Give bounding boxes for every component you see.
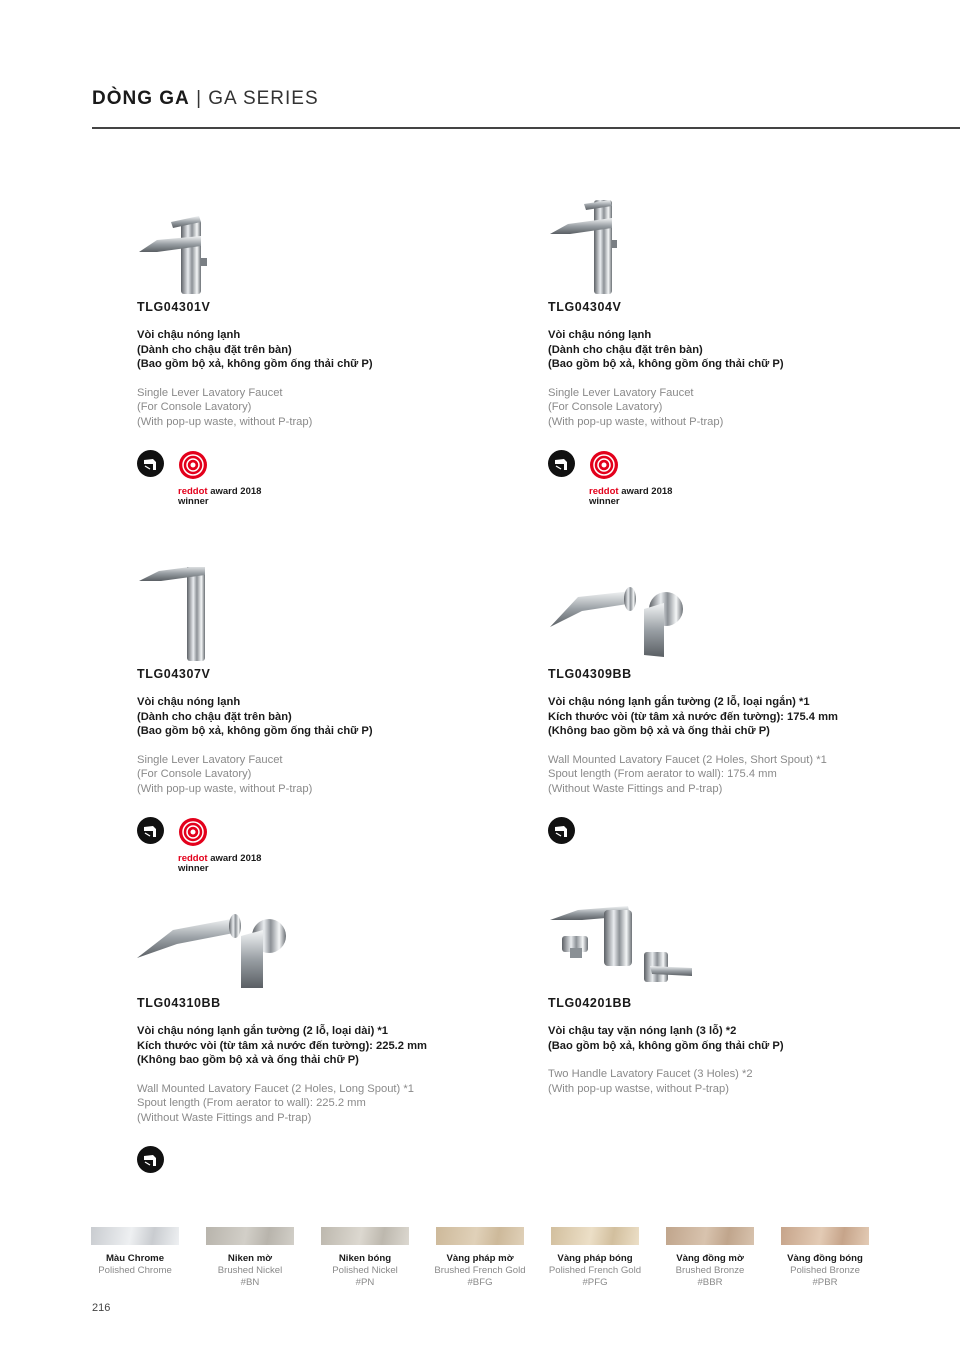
product-card: [137, 896, 517, 1198]
product-card: [548, 567, 928, 869]
finish-name-vi: Vàng pháp bóng: [557, 1253, 633, 1264]
reddot-logo-icon: [178, 817, 208, 847]
finish-name-en: Brushed Bronze: [675, 1265, 745, 1276]
product-image: [548, 567, 708, 667]
award-text: award 2018: [207, 485, 262, 497]
finish-swatch: [655, 1227, 765, 1288]
series-title-en: GA SERIES: [208, 88, 319, 109]
reddot-award-badge: [589, 450, 679, 507]
product-code: TLG04310BB: [137, 996, 221, 1010]
product-desc-vi: Vòi chậu nóng lạnh gắn tường (2 lỗ, loại dài) *1 Kích thước vòi (từ tâm xả nước đến tường): 225.2 mm (Không bao gồm bộ xả và ống thải chữ P): [137, 1025, 428, 1067]
finish-chip: [551, 1227, 639, 1245]
product-image: [548, 200, 708, 300]
finish-name-en: Polished Chrome: [98, 1265, 172, 1276]
finish-name-vi: Niken bóng: [338, 1253, 392, 1264]
finish-chip: [206, 1227, 294, 1245]
award-text: award 2018: [618, 485, 673, 497]
reddot-award-badge: [178, 817, 268, 874]
finish-swatch: [770, 1227, 880, 1288]
product-code: TLG04201BB: [548, 996, 632, 1010]
product-card: [548, 200, 928, 507]
product-card: [137, 200, 517, 507]
finish-code: #BFG: [467, 1277, 493, 1288]
product-card: [548, 896, 928, 1096]
award-brand: reddot: [589, 485, 619, 497]
product-desc-en: Single Lever Lavatory Faucet (For Console Lavatory) (With pop-up waste, without P-trap): [137, 753, 313, 795]
product-desc-en: Single Lever Lavatory Faucet (For Console Lavatory) (With pop-up waste, without P-trap): [137, 386, 313, 428]
product-desc-vi: Vòi chậu tay vặn nóng lạnh (3 lỗ) *2 (Bao gồm bộ xả, không gồm ống thải chữ P): [548, 1025, 784, 1052]
product-icons: [548, 450, 928, 507]
header-separator: |: [196, 88, 202, 109]
product-desc-en: Single Lever Lavatory Faucet (For Console Lavatory) (With pop-up waste, without P-trap): [548, 386, 724, 428]
finish-chip: [91, 1227, 179, 1245]
finish-code: #BBR: [697, 1277, 723, 1288]
product-desc-vi: Vòi chậu nóng lạnh (Dành cho chậu đặt trên bàn) (Bao gồm bộ xả, không gồm ống thải chữ P): [137, 696, 373, 738]
finish-name-en: Polished French Gold: [548, 1265, 642, 1276]
finish-name-en: Brushed Nickel: [217, 1265, 283, 1276]
award-brand: reddot: [178, 852, 208, 864]
finish-swatch: [195, 1227, 305, 1288]
finish-swatch: [425, 1227, 535, 1288]
finish-name-vi: Vàng đồng bóng: [787, 1253, 863, 1264]
product-desc-vi: Vòi chậu nóng lạnh gắn tường (2 lỗ, loại ngắn) *1 Kích thước vòi (từ tâm xả nước đến tường): 175.4 mm (Không bao gồm bộ xả và ống thải chữ P): [548, 696, 839, 738]
finish-name-vi: Màu Chrome: [105, 1253, 165, 1264]
finish-name-vi: Niken mờ: [227, 1253, 273, 1264]
product-image: [137, 567, 297, 667]
finish-code: #BN: [240, 1277, 260, 1288]
product-icons: [137, 1146, 517, 1198]
product-code: TLG04301V: [137, 300, 211, 314]
page-number: 216: [92, 1302, 111, 1314]
finish-swatch: [80, 1227, 190, 1276]
finish-chip: [321, 1227, 409, 1245]
finish-code: #PN: [355, 1277, 375, 1288]
finish-swatch: [310, 1227, 420, 1288]
faucet-badge-icon: [137, 1146, 164, 1173]
finish-name-en: Polished Bronze: [790, 1265, 860, 1276]
header-rule: [92, 127, 960, 129]
product-icons: [548, 817, 928, 869]
finish-code: #PBR: [812, 1277, 838, 1288]
product-desc-en: Wall Mounted Lavatory Faucet (2 Holes, Long Spout) *1 Spout length (From aerator to wall): 225.2 mm (Without Waste Fittings and P-trap): [137, 1082, 414, 1124]
faucet-badge-icon: [137, 817, 164, 844]
finish-name-vi: Vàng pháp mờ: [446, 1253, 514, 1264]
reddot-logo-icon: [178, 450, 208, 480]
page-header: [92, 88, 319, 110]
finish-chip: [781, 1227, 869, 1245]
product-image: [137, 200, 297, 300]
finish-name-en: Brushed French Gold: [434, 1265, 526, 1276]
product-desc-vi: Vòi chậu nóng lạnh (Dành cho chậu đặt trên bàn) (Bao gồm bộ xả, không gồm ống thải chữ P): [548, 329, 784, 371]
product-image: [548, 896, 708, 996]
finish-chip: [436, 1227, 524, 1245]
product-card: [137, 567, 517, 874]
award-brand: reddot: [178, 485, 208, 497]
finish-chip: [666, 1227, 754, 1245]
reddot-award-badge: [178, 450, 268, 507]
series-title-vi: DÒNG GA: [92, 88, 190, 109]
award-winner: winner: [178, 862, 209, 874]
product-desc-vi: Vòi chậu nóng lạnh (Dành cho chậu đặt trên bàn) (Bao gồm bộ xả, không gồm ống thải chữ P): [137, 329, 373, 371]
product-desc-en: Wall Mounted Lavatory Faucet (2 Holes, Short Spout) *1 Spout length (From aerator to wall): 175.4 mm (Without Waste Fittings and P-trap): [548, 753, 827, 795]
product-code: TLG04304V: [548, 300, 622, 314]
award-text: award 2018: [207, 852, 262, 864]
product-icons: [137, 817, 517, 874]
finish-swatch: [540, 1227, 650, 1288]
product-code: TLG04309BB: [548, 667, 632, 681]
product-icons: [137, 450, 517, 507]
faucet-badge-icon: [137, 450, 164, 477]
reddot-logo-icon: [589, 450, 619, 480]
faucet-badge-icon: [548, 450, 575, 477]
award-winner: winner: [589, 495, 620, 507]
product-desc-en: Two Handle Lavatory Faucet (3 Holes) *2 (With pop-up wastse, without P-trap): [548, 1068, 753, 1095]
award-winner: winner: [178, 495, 209, 507]
finish-name-vi: Vàng đồng mờ: [676, 1253, 744, 1264]
finish-name-en: Polished Nickel: [332, 1265, 398, 1276]
finish-code: #PFG: [582, 1277, 608, 1288]
product-image: [137, 896, 297, 996]
product-code: TLG04307V: [137, 667, 211, 681]
faucet-badge-icon: [548, 817, 575, 844]
